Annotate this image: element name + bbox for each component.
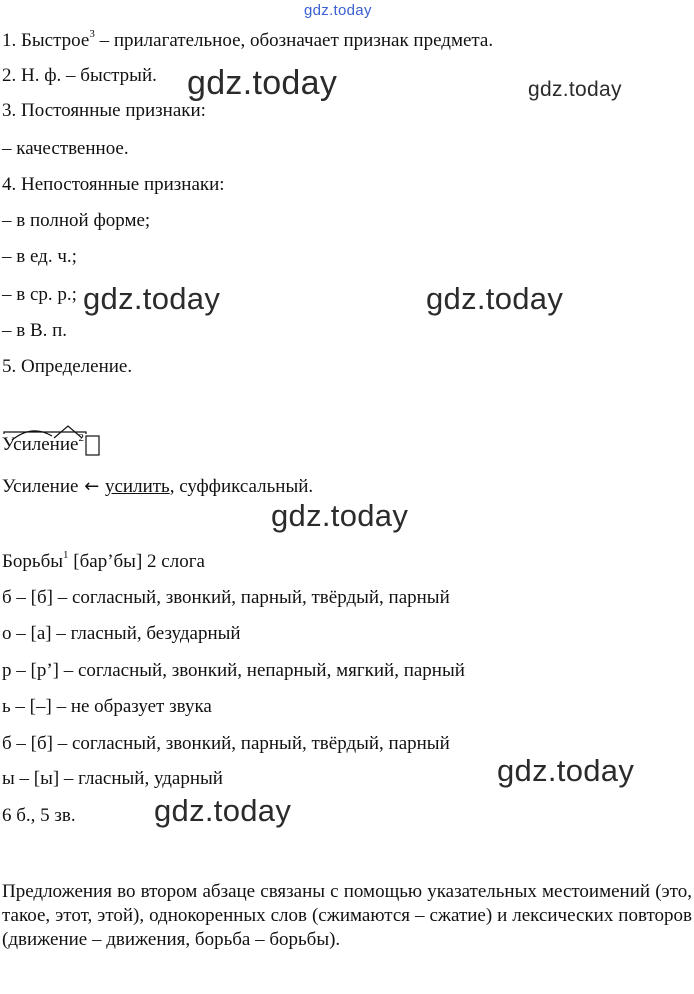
watermark: gdz.today bbox=[497, 753, 635, 788]
phonetic-sup: 1 bbox=[63, 548, 69, 561]
phonetic-row: о – [а] – гласный, безударный bbox=[2, 623, 241, 644]
derivation-line bbox=[2, 476, 313, 498]
watermark: gdz.today bbox=[187, 64, 338, 102]
analysis-text: – прилагательное, обозначает признак предмета. bbox=[94, 30, 494, 51]
analysis-line-10: 5. Определение. bbox=[2, 356, 133, 377]
analysis-line-3: 3. Постоянные признаки: bbox=[2, 100, 206, 121]
arrow-left-icon: ← bbox=[78, 476, 105, 497]
phonetic-header bbox=[2, 548, 205, 573]
derived-word-ending: е bbox=[70, 476, 79, 497]
analysis-line-4: – качественное. bbox=[2, 138, 129, 159]
analysis-line-6: – в полной форме; bbox=[2, 210, 151, 231]
analysis-line-2: 2. Н. ф. – быстрый. bbox=[2, 65, 157, 86]
morphemic-stem: Усилени bbox=[2, 434, 71, 455]
analysis-word: 1. Быстрое bbox=[2, 30, 90, 51]
watermark: gdz.today bbox=[271, 498, 409, 533]
source-word: усилить bbox=[105, 476, 170, 497]
phonetic-summary: 6 б., 5 зв. bbox=[2, 805, 76, 826]
analysis-line-9: – в В. п. bbox=[2, 320, 68, 341]
ending-box bbox=[86, 436, 99, 455]
watermark: gdz.today bbox=[83, 281, 221, 316]
analysis-sup: 3 bbox=[89, 27, 95, 40]
phonetic-row: б – [б] – согласный, звонкий, парный, твёрдый, парный bbox=[2, 587, 450, 608]
analysis-line-8: – в ср. р.; bbox=[2, 284, 77, 305]
morphemic-ending: е bbox=[70, 434, 79, 455]
analysis-line-7: – в ед. ч.; bbox=[2, 246, 77, 267]
watermark-top: gdz.today bbox=[304, 2, 372, 19]
text-connection-paragraph: Предложения во втором абзаце связаны с помощью указательных местоимений (это, такое, этот, этой), однокоренных слов (сжимаются – сжатие) и лексических повторов (движение – движения, борьба – борьбы). bbox=[2, 881, 692, 950]
phonetic-row: ь – [–] – не образует звука bbox=[2, 696, 212, 717]
morphemic-breakdown bbox=[2, 420, 122, 460]
phonetic-row: б – [б] – согласный, звонкий, парный, твёрдый, парный bbox=[2, 733, 450, 754]
morphemic-word bbox=[2, 431, 84, 456]
analysis-line-1 bbox=[2, 27, 494, 52]
phonetic-transcription: [бар’бы] 2 слога bbox=[68, 551, 205, 572]
watermark: gdz.today bbox=[426, 281, 564, 316]
watermark: gdz.today bbox=[528, 78, 622, 101]
analysis-line-5: 4. Непостоянные признаки: bbox=[2, 174, 225, 195]
phonetic-row: ы – [ы] – гласный, ударный bbox=[2, 768, 223, 789]
derived-word: Усилени bbox=[2, 476, 71, 497]
derivation-type: , суффиксальный. bbox=[169, 476, 314, 497]
phonetic-word: Борьбы bbox=[2, 551, 64, 572]
phonetic-row: р – [р’] – согласный, звонкий, непарный, мягкий, парный bbox=[2, 660, 465, 681]
morphemic-sup: 2 bbox=[78, 431, 84, 444]
watermark: gdz.today bbox=[154, 793, 292, 828]
